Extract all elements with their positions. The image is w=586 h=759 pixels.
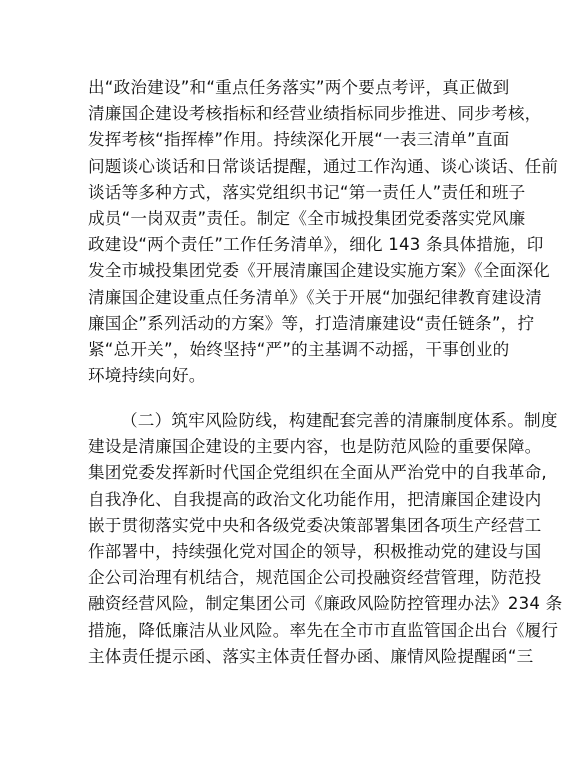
paragraph-line: 嵌于贯彻落实党中央和各级党委决策部署集团各项生产经营工 bbox=[88, 515, 542, 535]
paragraph-line: 环境持续向好。 bbox=[88, 366, 206, 386]
paragraph-line: 紧“总开关”，始终坚持“严”的主基调不动摇，干事创业的 bbox=[88, 339, 510, 359]
paragraph-line: 发挥考核“指挥棒”作用。持续深化开展“一表三清单”直面 bbox=[88, 130, 510, 150]
paragraph-line: 融资经营风险，制定集团公司《廉政风险防控管理办法》234 条 bbox=[88, 594, 563, 614]
paragraph-line: 廉国企”系列活动的方案》等，打造清廉建设“责任链条”，拧 bbox=[88, 313, 535, 333]
paragraph-line: 清廉国企建设考核指标和经营业绩指标同步推进、同步考核， bbox=[88, 104, 542, 124]
section-heading-line: （二）筑牢风险防线，构建配套完善的清廉制度体系。制度 bbox=[121, 411, 558, 430]
paragraph-line: 集团党委发挥新时代国企党组织在全面从严治党中的自我革命, bbox=[88, 463, 547, 483]
paragraph-line: 出“政治建设”和“重点任务落实”两个要点考评，真正做到 bbox=[88, 78, 510, 97]
paragraph-line: 主体责任提示函、落实主体责任督办函、廉情风险提醒函“三 bbox=[88, 646, 534, 666]
paragraph-line: 政建设“两个责任”工作任务清单》，细化 143 条具体措施，印 bbox=[88, 235, 544, 255]
paragraph-line: 谈话等多种方式，落实党组织书记“第一责任人”责任和班子 bbox=[88, 182, 526, 202]
paragraph-line: 自我净化、自我提高的政治文化功能作用，把清廉国企建设内 bbox=[88, 489, 542, 509]
paragraph-line: 企公司治理有机结合，规范国企公司投融资经营管理，防范投 bbox=[88, 568, 542, 588]
paragraph-line: 问题谈心谈话和日常谈话提醒，通过工作沟通、谈心谈话、任前 bbox=[88, 156, 559, 176]
paragraph-line: 作部署中，持续强化党对国企的领导，积极推动党的建设与国 bbox=[88, 541, 542, 561]
paragraph-line: 发全市城投集团党委《开展清廉国企建设实施方案》《全面深化 bbox=[88, 261, 550, 281]
paragraph-line: 措施，降低廉洁从业风险。率先在全市市直监管国企出台《履行 bbox=[88, 620, 559, 640]
paragraph-line: 建设是清廉国企建设的主要内容，也是防范风险的重要保障。 bbox=[88, 437, 542, 457]
paragraph-line: 成员“一岗双责”责任。制定《全市城投集团党委落实党风廉 bbox=[88, 208, 526, 228]
paragraph-2 bbox=[88, 408, 563, 670]
paragraph-line: 清廉国企建设重点任务清单》《关于开展“加强纪律教育建设清 bbox=[88, 287, 542, 307]
paragraph-1 bbox=[88, 75, 559, 389]
